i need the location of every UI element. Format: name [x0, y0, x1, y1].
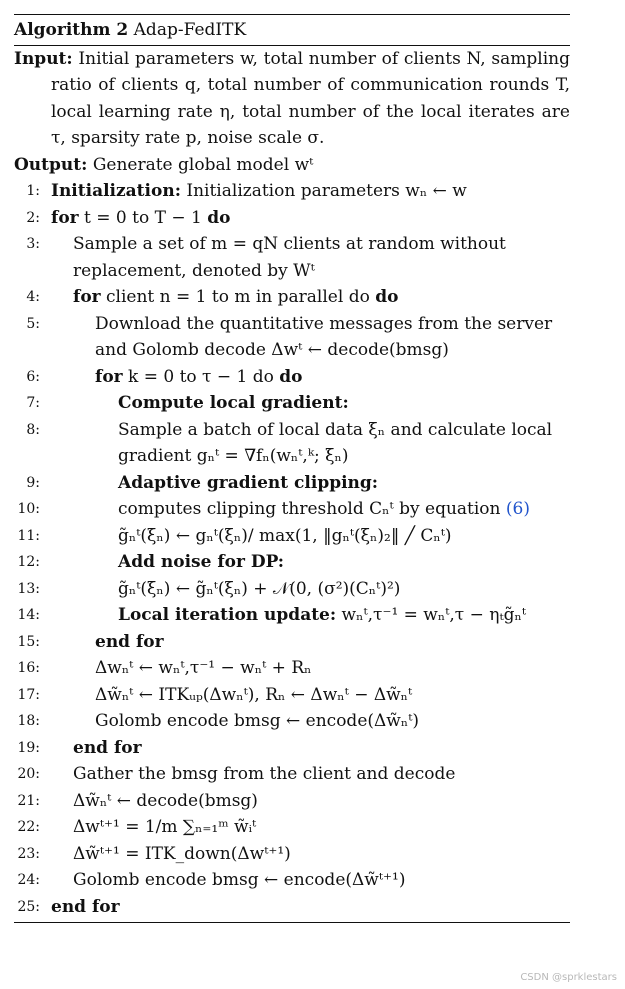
- line-number: 13:: [17, 580, 40, 597]
- algorithm-line: [14, 178, 570, 205]
- line-keyword: end for: [51, 896, 120, 917]
- line-content: [118, 470, 570, 497]
- line-number: 6:: [26, 368, 40, 385]
- line-text: Δw̃ₙᵗ ← decode(bmsg): [73, 790, 258, 811]
- algorithm-line: [14, 311, 570, 364]
- line-content: [118, 549, 570, 576]
- line-number: 11:: [17, 527, 40, 544]
- algorithm-line: [14, 602, 570, 629]
- line-number: 2:: [26, 209, 40, 226]
- line-content: [73, 761, 570, 788]
- line-content: [51, 205, 570, 232]
- algorithm-line: [14, 814, 570, 841]
- algorithm-line: [14, 629, 570, 656]
- line-content: [73, 841, 570, 868]
- line-content: [95, 629, 570, 656]
- algorithm-line: [14, 867, 570, 894]
- line-keyword: end for: [95, 631, 164, 652]
- line-number: 15:: [17, 633, 40, 650]
- line-text: Δw̃ᵗ⁺¹ = ITK_down(Δwᵗ⁺¹): [73, 843, 291, 864]
- line-text: Δwₙᵗ ← wₙᵗ,τ⁻¹ − wₙᵗ + Rₙ: [95, 658, 312, 678]
- algorithm-line: [14, 205, 570, 232]
- line-number: 24:: [17, 872, 40, 888]
- line-text: client n = 1 to m in parallel do: [100, 287, 376, 307]
- line-content: [118, 576, 570, 603]
- algorithm-line: [14, 390, 570, 417]
- line-text: k = 0 to τ − 1 do: [122, 366, 280, 387]
- line-content: [118, 523, 570, 550]
- line-keyword: Adaptive gradient clipping:: [118, 472, 379, 493]
- algorithm-name: Adap-FedITK: [133, 20, 247, 40]
- algorithm-line: [14, 470, 570, 497]
- line-number: 25:: [17, 898, 40, 915]
- line-tail-keyword: do: [375, 287, 399, 307]
- line-number: 3:: [26, 236, 40, 252]
- output-label: Output:: [14, 154, 88, 175]
- line-number: 23:: [17, 845, 40, 862]
- bottom-rule: [14, 922, 570, 923]
- line-keyword: Add noise for DP:: [118, 552, 285, 572]
- line-number: 12:: [17, 554, 40, 570]
- line-keyword: end for: [73, 737, 142, 758]
- algorithm-line: [14, 496, 570, 523]
- input-block: [14, 46, 570, 152]
- watermark: CSDN @sprklestars: [520, 972, 617, 983]
- line-number: 1:: [26, 183, 40, 199]
- input-label: Input:: [14, 48, 73, 69]
- line-number: 19:: [17, 739, 40, 756]
- line-text: Sample a batch of local data ξₙ and calculate local gradient gₙᵗ = ∇fₙ(wₙᵗ,ᵏ; ξₙ): [118, 419, 553, 466]
- line-keyword: Initialization:: [51, 181, 181, 201]
- line-keyword: for: [51, 207, 79, 228]
- line-tail-keyword: do: [207, 207, 231, 228]
- line-text: Δw̃ₙᵗ ← ITKᵤₚ(Δwₙᵗ), Rₙ ← Δwₙᵗ − Δw̃ₙᵗ: [95, 684, 413, 705]
- output-text: Generate global model wᵗ: [92, 154, 314, 175]
- algorithm-line: [14, 788, 570, 815]
- line-content: [118, 390, 570, 417]
- line-content: [73, 284, 570, 311]
- line-content: [73, 735, 570, 762]
- algorithm-line: [14, 364, 570, 391]
- line-text: Initialization parameters wₙ ← w: [180, 181, 467, 201]
- line-number: 14:: [17, 607, 40, 623]
- line-content: [118, 602, 570, 629]
- output-block: [14, 152, 570, 179]
- line-keyword: for: [95, 366, 123, 387]
- line-text: Download the quantitative messages from the server and Golomb decode Δwᵗ ← decode(bmsg): [95, 313, 553, 360]
- line-content: [73, 814, 570, 841]
- line-content: [95, 364, 570, 391]
- line-text: computes clipping threshold Cₙᵗ by equation: [118, 499, 506, 519]
- algorithm-line: [14, 708, 570, 735]
- line-text: Golomb encode bmsg ← encode(Δw̃ᵗ⁺¹): [73, 870, 406, 890]
- algorithm-line: [14, 417, 570, 470]
- line-text: g̃ₙᵗ(ξₙ) ← g̃ₙᵗ(ξₙ) + 𝒩(0, (σ²)(Cₙᵗ)²): [118, 578, 401, 599]
- line-text: wₙᵗ,τ⁻¹ = wₙᵗ,τ − ηₜg̃ₙᵗ: [336, 605, 527, 625]
- line-keyword: Local iteration update:: [118, 605, 337, 625]
- line-content: [51, 894, 570, 921]
- line-number: 5:: [26, 315, 40, 332]
- line-content: [51, 178, 570, 205]
- steps-list: [14, 178, 570, 920]
- line-number: 18:: [17, 713, 40, 729]
- line-content: [95, 708, 570, 735]
- line-content: [95, 682, 570, 709]
- algorithm-line: [14, 576, 570, 603]
- line-text: Golomb encode bmsg ← encode(Δw̃ₙᵗ): [95, 711, 420, 731]
- algorithm-line: [14, 523, 570, 550]
- line-number: 22:: [17, 819, 40, 835]
- line-content: [118, 496, 570, 523]
- line-content: [118, 417, 570, 470]
- line-text: t = 0 to T − 1: [78, 207, 208, 228]
- line-content: [73, 231, 570, 284]
- line-keyword: Compute local gradient:: [118, 393, 349, 413]
- line-number: 7:: [26, 395, 40, 411]
- line-number: 4:: [26, 289, 40, 305]
- line-keyword: for: [73, 287, 101, 307]
- algorithm-line: [14, 735, 570, 762]
- algorithm-line: [14, 761, 570, 788]
- algorithm-line: [14, 549, 570, 576]
- line-number: 20:: [17, 766, 40, 782]
- line-tail-keyword: do: [279, 366, 303, 387]
- algorithm-label: Algorithm 2: [14, 20, 129, 40]
- equation-reference-link[interactable]: (6): [505, 499, 530, 519]
- line-number: 8:: [26, 421, 40, 438]
- line-text: Sample a set of m = qN clients at random without replacement, denoted by Wᵗ: [73, 234, 506, 281]
- line-number: 16:: [17, 660, 40, 676]
- algorithm-block: [14, 14, 570, 923]
- line-text: Δwᵗ⁺¹ = 1/m ∑ₙ₌₁ᵐ w̃ᵢᵗ: [73, 817, 257, 837]
- line-number: 10:: [17, 501, 40, 517]
- line-content: [73, 867, 570, 894]
- input-text: Initial parameters w, total number of clients N, sampling ratio of clients q, total number of communication rounds T, local learning rate η, total number of the local iterates are τ, sparsity rate p, noise scale σ.: [51, 48, 570, 148]
- line-number: 17:: [17, 686, 40, 703]
- line-content: [95, 311, 570, 364]
- algorithm-line: [14, 894, 570, 921]
- line-number: 9:: [26, 474, 40, 491]
- line-number: 21:: [17, 792, 40, 809]
- line-content: [73, 788, 570, 815]
- algorithm-line: [14, 841, 570, 868]
- algorithm-line: [14, 682, 570, 709]
- algorithm-title: [14, 15, 570, 45]
- line-text: g̃ₙᵗ(ξₙ) ← gₙᵗ(ξₙ)/ max(1, ‖gₙᵗ(ξₙ)₂‖ ╱ Cₙᵗ): [118, 525, 452, 546]
- algorithm-line: [14, 231, 570, 284]
- algorithm-line: [14, 284, 570, 311]
- line-content: [95, 655, 570, 682]
- line-text: Gather the bmsg from the client and decode: [73, 764, 456, 784]
- algorithm-line: [14, 655, 570, 682]
